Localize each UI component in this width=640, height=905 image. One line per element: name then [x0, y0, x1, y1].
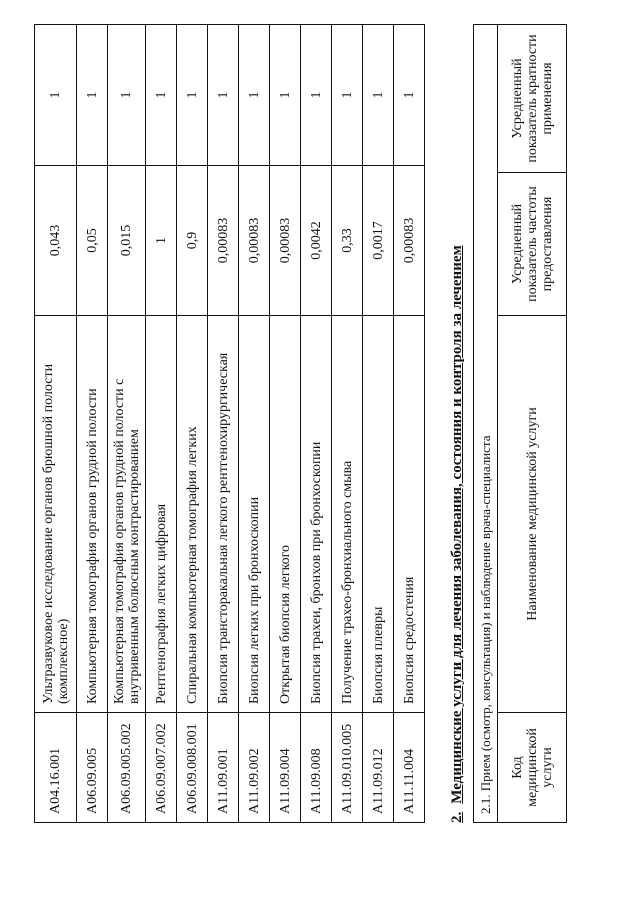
- section-heading: [448, 23, 466, 823]
- frequency-cell: 0,00083: [270, 166, 301, 316]
- table-row: [35, 25, 77, 823]
- table-row: [270, 25, 301, 823]
- frequency-cell: 0,9: [177, 166, 208, 316]
- section-number: 2.: [449, 811, 465, 823]
- service-code-cell: A11.11.004: [394, 713, 425, 823]
- subsection-table: [473, 24, 567, 823]
- table-row: [363, 25, 394, 823]
- service-name-cell: Ультразвуковое исследование органов брюшной полости (комплексное): [35, 316, 77, 713]
- frequency-cell: 0,043: [35, 166, 77, 316]
- subsection-title-row: [474, 24, 498, 822]
- service-name-cell: Рентгенография легких цифровая: [146, 316, 177, 713]
- frequency-cell: 0,0017: [363, 166, 394, 316]
- frequency-cell: 0,05: [77, 166, 108, 316]
- table-row: [301, 25, 332, 823]
- table-row: [146, 25, 177, 823]
- multiplicity-cell: 1: [77, 25, 108, 166]
- header-multiplicity: Усредненный показатель кратности применения: [498, 24, 567, 172]
- table-row: [108, 25, 146, 823]
- multiplicity-cell: 1: [363, 25, 394, 166]
- multiplicity-cell: 1: [332, 25, 363, 166]
- service-code-cell: A11.09.010.005: [332, 713, 363, 823]
- multiplicity-cell: 1: [394, 25, 425, 166]
- service-name-cell: Биопсия легких при бронхоскопии: [239, 316, 270, 713]
- service-code-cell: A11.09.008: [301, 713, 332, 823]
- service-code-cell: A11.09.004: [270, 713, 301, 823]
- table-row: [332, 25, 363, 823]
- header-name: Наименование медицинской услуги: [498, 316, 567, 713]
- table-row: [239, 25, 270, 823]
- header-code: Код медицинской услуги: [498, 713, 567, 823]
- frequency-cell: 0,00083: [239, 166, 270, 316]
- service-name-cell: Биопсия плевры: [363, 316, 394, 713]
- frequency-cell: 0,00083: [208, 166, 239, 316]
- table-row: [208, 25, 239, 823]
- frequency-cell: 0,33: [332, 166, 363, 316]
- table-row: [77, 25, 108, 823]
- service-code-cell: A06.09.005.002: [108, 713, 146, 823]
- multiplicity-cell: 1: [146, 25, 177, 166]
- frequency-cell: 1: [146, 166, 177, 316]
- service-name-cell: Спиральная компьютерная томография легких: [177, 316, 208, 713]
- service-code-cell: A11.09.001: [208, 713, 239, 823]
- service-code-cell: A11.09.012: [363, 713, 394, 823]
- service-code-cell: A04.16.001: [35, 713, 77, 823]
- header-row: [498, 24, 567, 822]
- service-code-cell: A06.09.007.002: [146, 713, 177, 823]
- multiplicity-cell: 1: [108, 25, 146, 166]
- service-name-cell: Биопсия трансторакальная легкого рентгенохирургическая: [208, 316, 239, 713]
- service-name-cell: Биопсия трахеи, бронхов при бронхоскопии: [301, 316, 332, 713]
- services-table: [34, 24, 425, 823]
- service-name-cell: Компьютерная томография органов грудной полости с внутривенным болюсным контрастированием: [108, 316, 146, 713]
- service-code-cell: A06.09.008.001: [177, 713, 208, 823]
- service-code-cell: A06.09.005: [77, 713, 108, 823]
- multiplicity-cell: 1: [35, 25, 77, 166]
- multiplicity-cell: 1: [177, 25, 208, 166]
- header-frequency: Усредненный показатель частоты предоставления: [498, 173, 567, 316]
- table-row: [177, 25, 208, 823]
- subsection-title: 2.1. Прием (осмотр, консультация) и наблюдение врача-специалиста: [474, 24, 498, 822]
- section-title: Медицинские услуги для лечения заболевания, состояния и контроля за лечением: [449, 245, 465, 804]
- multiplicity-cell: 1: [270, 25, 301, 166]
- table-row: [394, 25, 425, 823]
- multiplicity-cell: 1: [301, 25, 332, 166]
- service-code-cell: A11.09.002: [239, 713, 270, 823]
- service-name-cell: Получение трахео-бронхиального смыва: [332, 316, 363, 713]
- service-name-cell: Биопсия средостения: [394, 316, 425, 713]
- service-name-cell: Открытая биопсия легкого: [270, 316, 301, 713]
- service-name-cell: Компьютерная томография органов грудной полости: [77, 316, 108, 713]
- frequency-cell: 0,00083: [394, 166, 425, 316]
- frequency-cell: 0,0042: [301, 166, 332, 316]
- frequency-cell: 0,015: [108, 166, 146, 316]
- multiplicity-cell: 1: [239, 25, 270, 166]
- multiplicity-cell: 1: [208, 25, 239, 166]
